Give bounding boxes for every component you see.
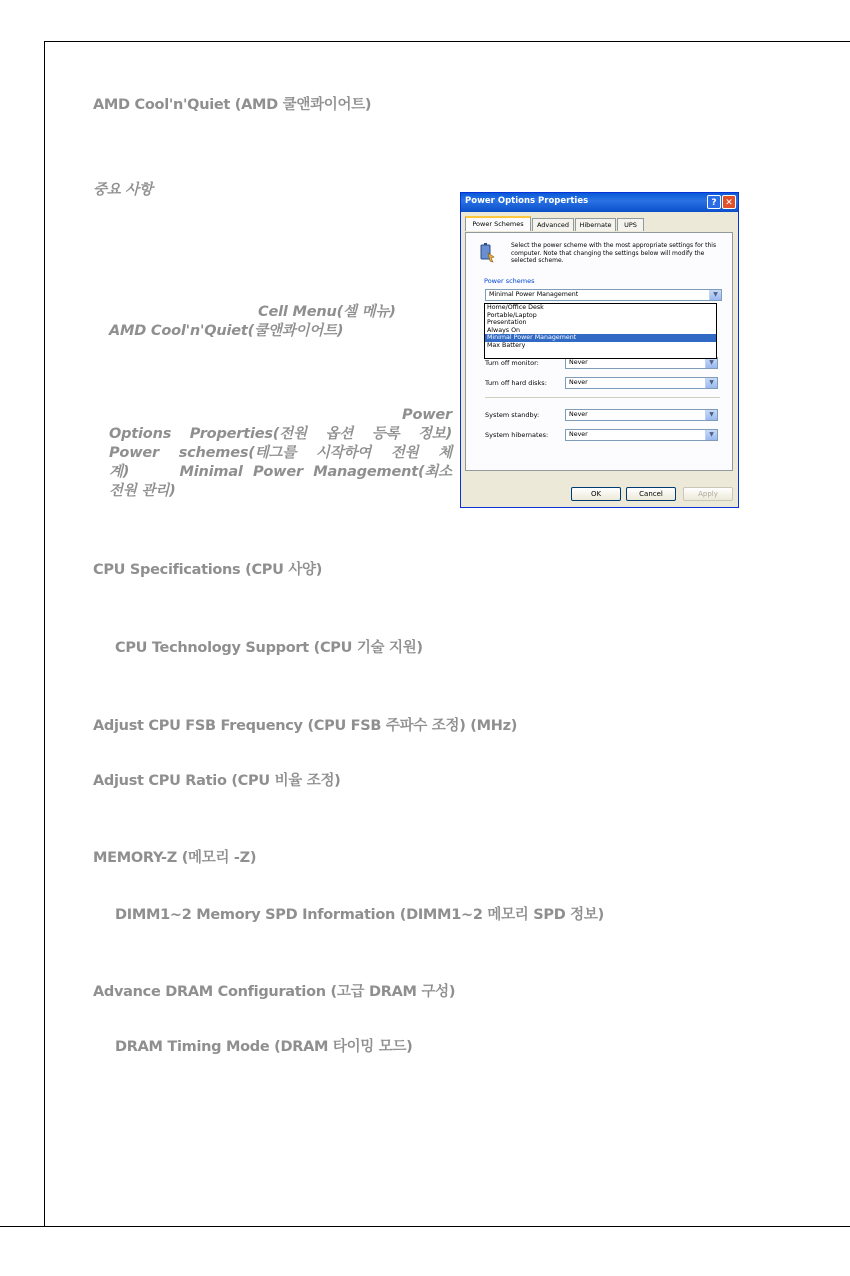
heading-memory-z: MEMORY-Z (메모리 -Z) <box>93 850 257 866</box>
ok-button[interactable]: OK <box>571 487 621 501</box>
scheme-description: Select the power scheme with the most appropriate settings for this computer. Note that changing the settings below will modify the selected scheme. <box>511 242 717 264</box>
option-presentation[interactable]: Presentation <box>487 319 527 326</box>
note-line-5: 전원 관리) <box>109 483 176 499</box>
heading-advance-dram: Advance DRAM Configuration (고급 DRAM 구성) <box>93 984 456 1000</box>
frame-left <box>44 41 45 1226</box>
option-always-on[interactable]: Always On <box>487 326 521 334</box>
divider <box>485 397 720 398</box>
heading-adjust-ratio: Adjust CPU Ratio (CPU 비율 조정) <box>93 773 341 789</box>
option-portable[interactable]: Portable/Laptop <box>487 311 537 319</box>
heading-dimm: DIMM1~2 Memory SPD Information (DIMM1~2 메모리 SPD 정보) <box>115 907 604 923</box>
turn-off-disks-label: Turn off hard disks: <box>485 379 547 387</box>
system-standby-select[interactable]: Never ▼ <box>565 409 718 421</box>
chevron-down-icon[interactable]: ▼ <box>709 290 721 300</box>
turn-off-monitor-select[interactable]: Never ▼ <box>565 357 718 369</box>
chevron-down-icon[interactable]: ▼ <box>705 378 717 388</box>
system-hibernates-select[interactable]: Never ▼ <box>565 429 718 441</box>
power-options-dialog <box>460 192 739 508</box>
power-scheme-select[interactable]: Minimal Power Management ▼ <box>485 289 722 301</box>
tab-power-schemes[interactable]: Power Schemes <box>465 216 531 231</box>
heading-important: 중요 사항 <box>93 182 153 198</box>
note-amd-cool: AMD Cool'n'Quiet(쿨앤콰이어트) <box>109 323 344 339</box>
dialog-title: Power Options Properties <box>465 196 589 206</box>
heading-amd-cool: AMD Cool'n'Quiet (AMD 쿨앤콰이어트) <box>93 97 372 113</box>
heading-adjust-fsb: Adjust CPU FSB Frequency (CPU FSB 주파수 조정) (MHz) <box>93 718 518 734</box>
tab-advanced[interactable]: Advanced <box>532 218 574 231</box>
note-cell-menu: Cell Menu(셀 메뉴) <box>258 304 396 320</box>
chevron-down-icon[interactable]: ▼ <box>705 430 717 440</box>
dialog-titlebar[interactable] <box>461 193 738 212</box>
note-line-3: Power schemes(테그를 시작하여 전원 체 <box>109 445 452 461</box>
frame-top <box>44 41 850 42</box>
option-minimal-power[interactable]: Minimal Power Management <box>485 334 716 342</box>
help-icon[interactable]: ? <box>707 195 721 209</box>
note-line-2: Options Properties(전원 옵션 등록 정보) <box>109 426 452 442</box>
option-max-battery[interactable]: Max Battery <box>487 341 526 349</box>
turn-off-monitor-label: Turn off monitor: <box>485 359 539 367</box>
heading-cpu-tech: CPU Technology Support (CPU 기술 지원) <box>115 640 423 656</box>
system-hibernates-label: System hibernates: <box>485 431 549 439</box>
close-icon[interactable]: ✕ <box>722 195 736 209</box>
cancel-button[interactable]: Cancel <box>626 487 676 501</box>
apply-button[interactable]: Apply <box>683 487 733 501</box>
tab-hibernate[interactable]: Hibernate <box>575 218 616 231</box>
system-standby-label: System standby: <box>485 411 540 419</box>
power-schemes-label: Power schemes <box>484 277 535 285</box>
power-scheme-icon <box>478 243 496 263</box>
turn-off-disks-select[interactable]: Never ▼ <box>565 377 718 389</box>
heading-dram-timing: DRAM Timing Mode (DRAM 타이밍 모드) <box>115 1039 413 1055</box>
option-home-office[interactable]: Home/Office Desk <box>487 304 544 311</box>
heading-cpu-specs: CPU Specifications (CPU 사양) <box>93 562 323 578</box>
frame-bottom <box>0 1226 850 1227</box>
note-line-4: 계) Minimal Power Management(최소 <box>109 464 452 480</box>
scheme-dropdown-list <box>484 303 717 359</box>
tab-ups[interactable]: UPS <box>617 218 644 231</box>
note-power: Power <box>402 407 452 423</box>
chevron-down-icon[interactable]: ▼ <box>705 410 717 420</box>
chevron-down-icon[interactable]: ▼ <box>705 358 717 368</box>
